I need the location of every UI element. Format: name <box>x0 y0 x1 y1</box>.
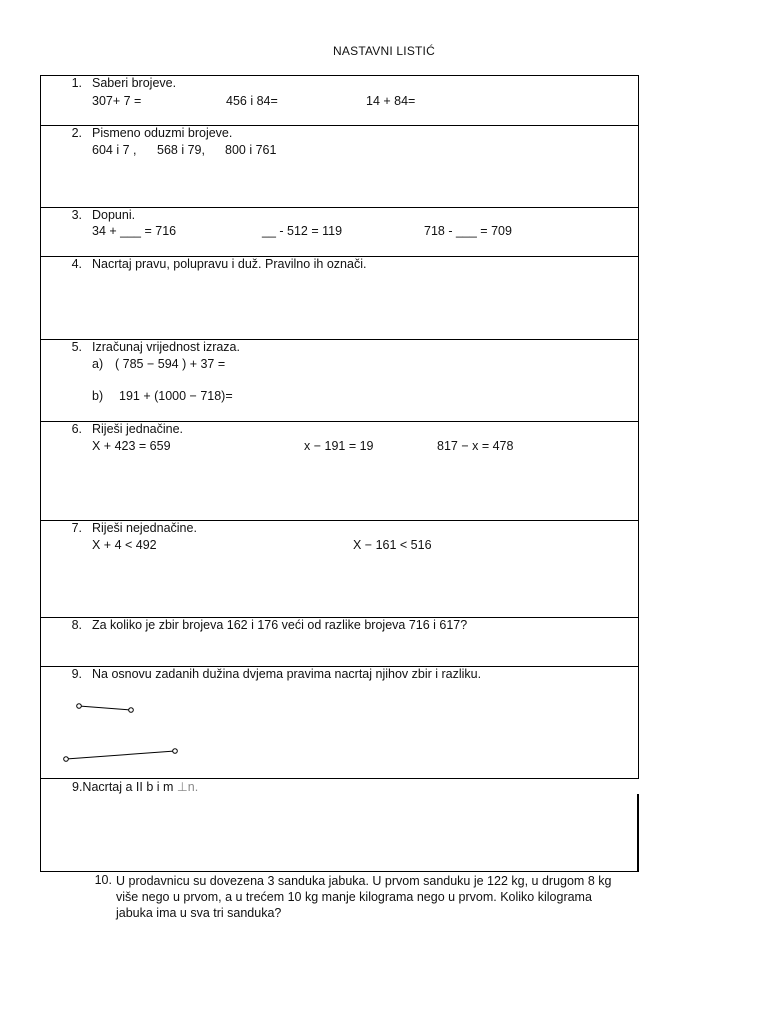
task-item: 568 i 79, <box>157 143 205 157</box>
segment-b <box>66 751 175 759</box>
task-item: X + 423 = 659 <box>92 439 171 453</box>
task-item: 817 − x = 478 <box>437 439 514 453</box>
task-number: 7. <box>71 521 82 535</box>
table-border <box>637 794 639 872</box>
perpendicular-symbol: ⊥n. <box>176 780 199 794</box>
task-item: X + 4 < 492 <box>92 538 157 552</box>
table-border <box>638 75 639 778</box>
task-item: __ - 512 = 119 <box>262 224 343 238</box>
task-instruction: Nacrtaj pravu, polupravu i duž. Pravilno ih označi. <box>92 257 367 271</box>
page-title: NASTAVNI LISTIĆ <box>333 44 435 58</box>
task-item: 191 + (1000 − 718)= <box>119 389 233 403</box>
table-border <box>40 871 638 872</box>
segment-a <box>79 706 131 710</box>
task-number: 5. <box>71 340 82 354</box>
segment-endpoint <box>173 749 178 754</box>
segment-endpoint <box>129 708 134 713</box>
subtask-label: a) <box>92 357 104 371</box>
subtask-label: b) <box>92 389 104 403</box>
task-text-line: jabuka ima u sva tri sanduka? <box>116 906 282 920</box>
task-9b-text: 9.Nacrtaj a II b i m <box>72 780 174 794</box>
task-item: 34 + ___ = 716 <box>92 224 177 238</box>
task-item: 14 + 84= <box>366 94 416 108</box>
task-number: 1. <box>71 76 82 90</box>
task-number: 3. <box>71 208 82 222</box>
task-number: 6. <box>71 422 82 436</box>
task-instruction <box>116 873 636 921</box>
task-item: ( 785 − 594 ) + 37 = <box>115 357 226 371</box>
task-text-line: više nego u prvom, a u trećem 10 kg manje kilograma nego u prvom. Koliko kilograma <box>116 890 592 904</box>
task-item: X − 161 < 516 <box>353 538 432 552</box>
task-item: 307+ 7 = <box>92 94 142 108</box>
task-instruction: Riješi jednačine. <box>92 422 184 436</box>
line-segments-figure <box>40 690 240 770</box>
task-number: 8. <box>71 618 82 632</box>
task-instruction: Za koliko je zbir brojeva 162 i 176 veći od razlike brojeva 716 i 617? <box>92 618 468 632</box>
segment-endpoint <box>77 704 82 709</box>
task-instruction: Na osnovu zadanih dužina dvjema pravima nacrtaj njihov zbir i razliku. <box>92 667 482 681</box>
task-text-line: U prodavnicu su dovezena 3 sanduka jabuka. U prvom sanduku je 122 kg, u drugom 8 kg <box>116 874 612 888</box>
task-instruction: Riješi nejednačine. <box>92 521 197 535</box>
task-number: 10. <box>94 873 112 887</box>
task-item: 800 i 761 <box>225 143 277 157</box>
task-item: 456 i 84= <box>226 94 278 108</box>
task-instruction: Saberi brojeve. <box>92 76 177 90</box>
task-item: x − 191 = 19 <box>304 439 374 453</box>
task-number: 2. <box>71 126 82 140</box>
task-item: 718 - ___ = 709 <box>424 224 512 238</box>
task-instruction: Izračunaj vrijednost izraza. <box>92 340 240 354</box>
task-instruction: Dopuni. <box>92 208 136 222</box>
task-item: 604 i 7 , <box>92 143 137 157</box>
task-instruction: Pismeno oduzmi brojeve. <box>92 126 233 140</box>
segment-endpoint <box>64 757 69 762</box>
task-number: 4. <box>71 257 82 271</box>
task-number: 9. <box>71 667 82 681</box>
task-instruction <box>72 779 198 794</box>
